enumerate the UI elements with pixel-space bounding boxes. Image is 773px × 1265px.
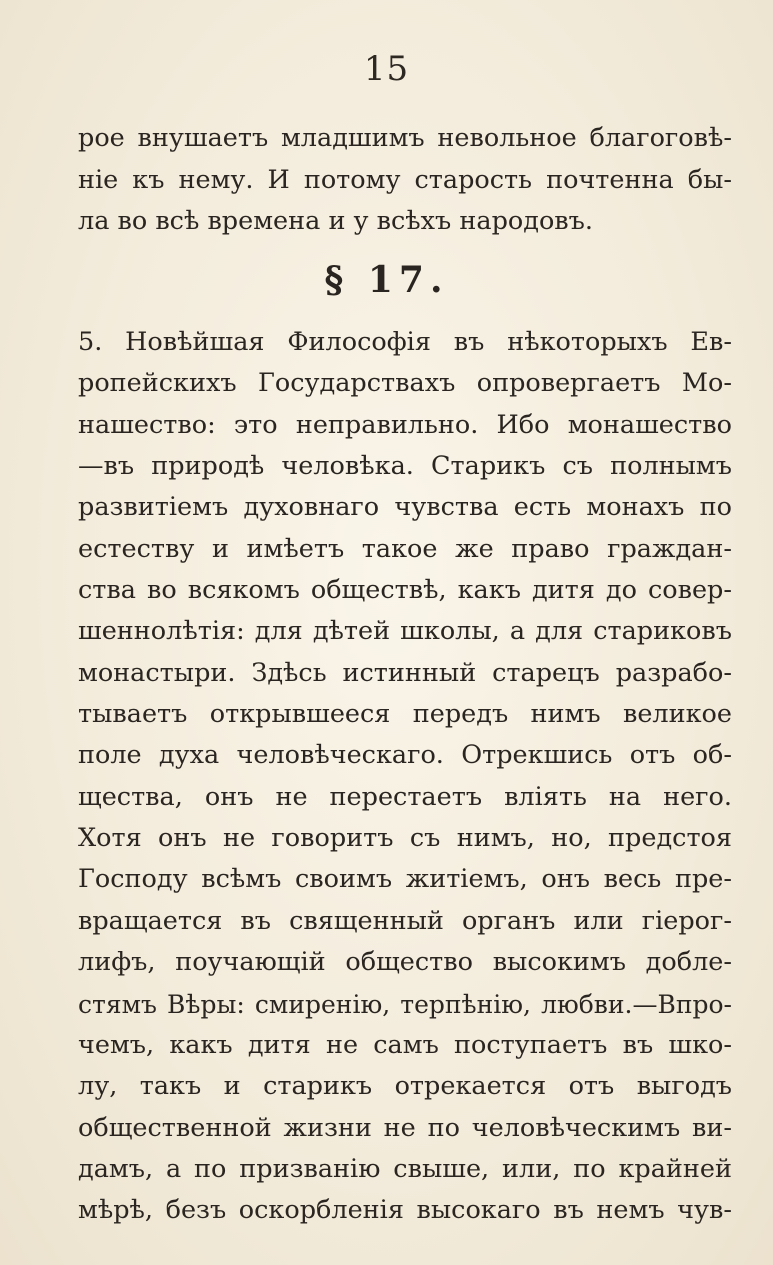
text-line: щества, онъ не перестаетъ вліять на него. <box>78 781 732 812</box>
text-line: ніе къ нему. И потому старость почтенна бы- <box>78 164 732 195</box>
text-line: шеннолѣтія: для дѣтей школы, а для стариковъ <box>78 616 732 647</box>
continued-paragraph <box>78 118 732 243</box>
text-line: стямъ Вѣры: смиренію, терпѣнію, любви.—Впро- <box>78 989 732 1019</box>
text-line: поле духа человѣческаго. Отрекшись отъ об- <box>78 740 732 771</box>
text-line: вращается въ священный органъ или гіерог- <box>78 905 732 936</box>
text-line: рое внушаетъ младшимъ невольное благоговѣ- <box>78 123 732 153</box>
text-line: естеству и имѣетъ такое же право граждан- <box>78 533 732 564</box>
text-line: Хотя онъ не говоритъ съ нимъ, но, предстоя <box>78 823 732 854</box>
text-line: ства во всякомъ обществѣ, какъ дитя до совер- <box>78 575 732 606</box>
text-line: мѣрѣ, безъ оскорбленія высокаго въ немъ чув- <box>78 1195 732 1226</box>
text-line: развитіемъ духовнаго чувства есть монахъ по <box>78 492 732 523</box>
text-line: ла во всѣ времена и у всѣхъ народовъ. <box>78 206 593 236</box>
text-line: —въ природѣ человѣка. Старикъ съ полнымъ <box>78 451 732 482</box>
text-line: дамъ, а по призванію свыше, или, по крайней <box>78 1153 732 1184</box>
text-line: чемъ, какъ дитя не самъ поступаетъ въ шко- <box>78 1029 732 1060</box>
text-line: тываетъ открывшееся передъ нимъ великое <box>78 699 732 730</box>
text-line: монастыри. Здѣсь истинный старецъ разрабо- <box>78 657 732 688</box>
section-paragraph <box>78 322 732 1232</box>
text-line: нашество: это неправильно. Ибо монашество <box>78 409 732 440</box>
text-line: 5. Новѣйшая Философія въ нѣкоторыхъ Ев- <box>78 327 732 357</box>
text-line: лифъ, поучающій общество высокимъ добле- <box>78 947 732 978</box>
page-number: 15 <box>363 49 410 89</box>
text-line: лу, такъ и старикъ отрекается отъ выгодъ <box>78 1071 732 1102</box>
text-line: общественной жизни не по человѣческимъ ви- <box>78 1112 732 1143</box>
text-line: ропейскихъ Государствахъ опровергаетъ Мо- <box>78 368 732 399</box>
section-heading: § 17. <box>324 259 449 301</box>
text-line: Господу всѣмъ своимъ житіемъ, онъ весь пре- <box>78 864 732 895</box>
